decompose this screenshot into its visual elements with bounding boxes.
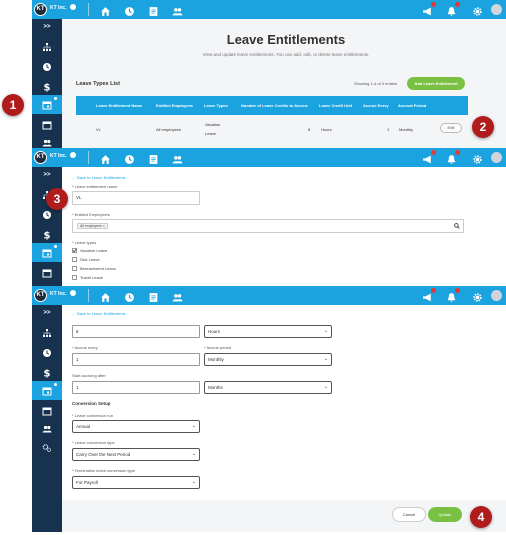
accrue-every-input[interactable]	[72, 353, 200, 366]
calendar-leave-icon[interactable]	[32, 381, 62, 400]
step-marker-3: 3	[46, 188, 68, 210]
gear-icon[interactable]	[472, 152, 483, 163]
company-name[interactable]: KT Inc.	[50, 153, 67, 159]
select-value: Annual	[76, 424, 91, 429]
document-icon[interactable]	[148, 4, 159, 15]
svg-text:$: $	[43, 230, 51, 240]
panel-leave-list	[32, 0, 506, 148]
table-header	[76, 96, 468, 115]
col-header[interactable]: Leave Entitlement Name	[96, 103, 143, 108]
active-indicator	[54, 245, 57, 248]
divider	[88, 151, 89, 164]
row-period: Monthly	[399, 127, 414, 132]
conversion-run-label: * Leave conversion run	[72, 413, 113, 418]
accrue-period-select[interactable]	[204, 353, 332, 366]
gear-icon[interactable]	[472, 4, 483, 15]
select-value: For Payroll	[76, 480, 98, 485]
update-button[interactable]: Update	[428, 507, 462, 522]
dollar-icon[interactable]	[32, 363, 62, 382]
chevron-down-icon: ⌄	[191, 423, 196, 429]
col-header[interactable]: Accrual Period	[398, 103, 427, 108]
megaphone-icon[interactable]	[422, 4, 433, 15]
page-subtitle: View and update leave entitlements. You can add, edit, or delete leave entitlements.	[202, 52, 370, 57]
accrue-period-label: * Accrue period	[204, 345, 232, 350]
employee-chip	[77, 223, 108, 229]
notification-badge	[431, 150, 436, 155]
checkbox-bereavement-leave[interactable]	[72, 266, 77, 271]
settings-gears-icon[interactable]	[32, 438, 62, 457]
calendar-icon[interactable]	[32, 263, 62, 282]
start-accruing-input[interactable]	[72, 381, 200, 394]
start-accruing-unit-select[interactable]	[204, 381, 332, 394]
top-bar	[32, 0, 506, 19]
people-icon[interactable]	[172, 152, 183, 163]
add-leave-entitlement-button[interactable]: Add Leave Entitlement	[407, 77, 465, 90]
col-header[interactable]: Leave Types	[204, 103, 228, 108]
people-icon[interactable]	[32, 133, 62, 148]
notification-badge	[455, 150, 460, 155]
sidebar	[32, 19, 62, 148]
people-icon[interactable]	[172, 4, 183, 15]
leave-entitlement-name-input[interactable]: VL	[72, 191, 200, 205]
col-header[interactable]: Leave Credit Unit	[319, 103, 352, 108]
active-indicator	[54, 383, 57, 386]
notification-badge	[455, 2, 460, 7]
accrue-every-label: * Accrue every	[72, 345, 98, 350]
chevron-down-icon: ⌄	[191, 451, 196, 457]
calendar-leave-icon[interactable]	[32, 95, 62, 114]
panel-accrual-settings	[32, 286, 506, 532]
employees-label: * Entitled Employee/s	[72, 212, 111, 217]
home-icon[interactable]	[100, 4, 111, 15]
company-logo[interactable]: KT	[34, 151, 47, 164]
document-icon[interactable]	[148, 290, 159, 301]
avatar[interactable]	[491, 152, 502, 163]
dollar-icon[interactable]	[32, 77, 62, 96]
avatar[interactable]	[491, 4, 502, 15]
edit-button[interactable]: Edit	[440, 123, 462, 133]
panel-edit-entitlement	[32, 148, 506, 286]
search-icon[interactable]	[454, 223, 460, 229]
leave-type-label: Sick Leave	[80, 257, 100, 262]
calendar-icon[interactable]	[32, 401, 62, 420]
back-link[interactable]: ← Back to Leave Entitlements	[72, 311, 126, 316]
clock-icon[interactable]	[124, 4, 135, 15]
conversion-setup-title: Conversion Setup	[72, 401, 111, 406]
termination-conversion-select[interactable]	[72, 476, 200, 489]
company-name[interactable]: KT Inc.	[50, 291, 67, 297]
row-leave-type: Vacation	[205, 122, 221, 127]
sidebar-toggle[interactable]: >>	[43, 172, 51, 178]
checkbox-vacation-leave[interactable]	[72, 248, 77, 253]
select-value: Monthly	[208, 357, 224, 362]
conversion-run-select[interactable]	[72, 420, 200, 433]
clock-icon[interactable]	[32, 57, 62, 76]
sidebar	[32, 167, 62, 286]
input-value: 1	[76, 357, 79, 362]
cancel-button[interactable]: Cancel	[392, 507, 426, 522]
avatar[interactable]	[491, 290, 502, 301]
page-title: Leave Entitlements	[226, 32, 346, 47]
sidebar-toggle[interactable]: >>	[43, 24, 51, 30]
entries-count: Showing 1-4 of 4 entries	[354, 81, 398, 86]
people-icon[interactable]	[172, 290, 183, 301]
checkbox-travel-leave[interactable]	[72, 275, 77, 280]
step-marker-1: 1	[2, 94, 24, 116]
bell-icon[interactable]	[446, 290, 457, 301]
conversion-type-select[interactable]	[72, 448, 200, 461]
back-link[interactable]: ← Back to Leave Entitlements	[72, 175, 126, 180]
chevron-down-icon: ⌄	[323, 384, 328, 390]
step-marker-2: 2	[472, 116, 494, 138]
entitled-employees-input[interactable]	[72, 219, 464, 233]
row-name: VL	[96, 127, 101, 132]
notification-badge	[455, 288, 460, 293]
chip-label: All employees	[80, 224, 102, 228]
company-switch-icon[interactable]	[70, 290, 76, 296]
company-logo[interactable]: KT	[34, 3, 47, 16]
megaphone-icon[interactable]	[422, 290, 433, 301]
termination-conversion-label: * Termination leave conversion type	[72, 468, 136, 473]
divider	[88, 3, 89, 16]
col-header[interactable]: Accrue Every	[363, 103, 389, 108]
col-header[interactable]: Entitled Employees	[156, 103, 193, 108]
notification-badge	[431, 288, 436, 293]
clock-icon[interactable]	[124, 152, 135, 163]
leave-type-label: Travel Leave	[80, 275, 103, 280]
row-leave-type: Leave	[205, 131, 216, 136]
people-icon[interactable]	[32, 419, 62, 438]
row-credits: 8	[308, 127, 311, 132]
org-chart-icon[interactable]	[32, 323, 62, 342]
row-every: 1	[387, 127, 390, 132]
megaphone-icon[interactable]	[422, 152, 433, 163]
sidebar	[32, 305, 62, 532]
select-value: Carry Over the Next Period	[76, 452, 131, 457]
active-indicator	[54, 97, 57, 100]
checkbox-sick-leave[interactable]	[72, 257, 77, 262]
home-icon[interactable]	[100, 290, 111, 301]
list-title: Leave Types List	[76, 81, 120, 87]
chevron-down-icon: ⌄	[191, 479, 196, 485]
row-unit: Hours	[321, 127, 332, 132]
company-switch-icon[interactable]	[70, 4, 76, 10]
conversion-type-label: * Leave conversion type	[72, 440, 115, 445]
divider	[88, 289, 89, 302]
leave-credits-input[interactable]	[72, 325, 200, 338]
company-logo[interactable]: KT	[34, 289, 47, 302]
bell-icon[interactable]	[446, 152, 457, 163]
col-header[interactable]: Number of Leave Credits to Accrue	[241, 103, 308, 108]
gear-icon[interactable]	[472, 290, 483, 301]
input-value: 1	[76, 385, 79, 390]
input-value: 8	[76, 329, 79, 334]
home-icon[interactable]	[100, 152, 111, 163]
leave-types-label: * Leave types	[72, 240, 97, 245]
top-bar	[32, 148, 506, 167]
chevron-down-icon: ⌄	[323, 356, 328, 362]
row-employees: All employees	[156, 127, 181, 132]
clock-icon[interactable]	[32, 343, 62, 362]
calendar-icon[interactable]	[32, 115, 62, 134]
leave-type-label: Vacation Leave	[80, 248, 108, 253]
chevron-down-icon: ⌄	[323, 328, 328, 334]
top-bar	[32, 286, 506, 305]
org-chart-icon[interactable]	[32, 37, 62, 56]
select-value: Hours	[208, 329, 221, 334]
notification-badge	[431, 2, 436, 7]
company-switch-icon[interactable]	[70, 152, 76, 158]
start-accruing-label: Start accruing after	[72, 373, 106, 378]
document-icon[interactable]	[148, 152, 159, 163]
leave-type-label: Bereavement Leave	[80, 266, 116, 271]
svg-text:$: $	[43, 82, 51, 92]
clock-icon[interactable]	[124, 290, 135, 301]
name-label: * Leave entitlement name	[72, 184, 118, 189]
chip-remove-icon[interactable]: ×	[102, 224, 105, 228]
leave-credit-unit-select[interactable]	[204, 325, 332, 338]
sidebar-toggle[interactable]: >>	[43, 310, 51, 316]
dollar-icon[interactable]	[32, 225, 62, 244]
company-name[interactable]: KT Inc.	[50, 5, 67, 11]
step-marker-4: 4	[470, 506, 492, 528]
select-value: Months	[208, 385, 223, 390]
calendar-leave-icon[interactable]	[32, 243, 62, 262]
svg-text:$: $	[43, 368, 51, 378]
bell-icon[interactable]	[446, 4, 457, 15]
